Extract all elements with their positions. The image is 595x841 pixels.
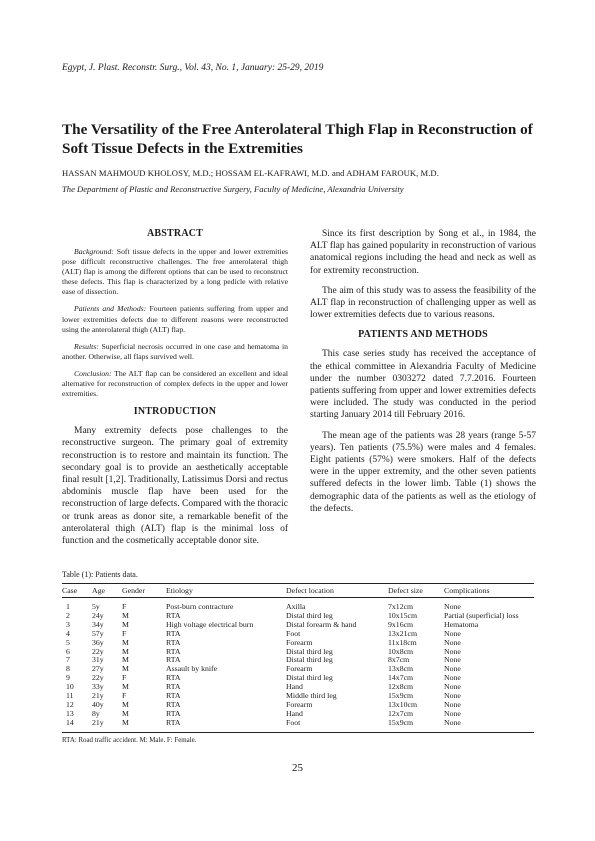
table-cell: None [444, 664, 461, 674]
abstract-conclusion-label: Conclusion: [74, 368, 112, 378]
table-cell: M [122, 708, 129, 718]
table-cell: Assault by knife [166, 664, 218, 674]
table-cell: M [122, 610, 129, 620]
table-row [62, 719, 534, 732]
table-cell: 4 [66, 628, 70, 638]
table-header-cell: Etiology [166, 584, 286, 598]
table-cell: RTA [166, 719, 286, 732]
table-cell: Hand [286, 682, 303, 692]
table-cell: None [444, 637, 461, 647]
table-cell: 8y [92, 708, 100, 718]
table-cell: RTA [166, 610, 181, 620]
table-row [62, 598, 534, 612]
table-cell: 12x8cm [388, 682, 414, 692]
table-cell: Distal third leg [286, 610, 333, 620]
table-cell: 27y [92, 664, 104, 674]
table-cell: Distal third leg [286, 655, 333, 665]
table-cell: RTA [166, 699, 181, 709]
table-header-row [62, 584, 534, 598]
table-cell: 7x12cm [388, 602, 414, 611]
running-head: Egypt, J. Plast. Reconstr. Surg., Vol. 43, No. 1, January: 25-29, 2019 [62, 63, 324, 73]
table-cell: F [122, 691, 127, 701]
table-cell: Post-burn contracture [166, 602, 234, 611]
table-cell: Partial (superficial) loss [444, 610, 519, 620]
table-cell: 5 [66, 637, 70, 647]
table-cell: High voltage electrical burn [166, 619, 254, 629]
table-header-cell: Defect location [286, 584, 388, 598]
table-cell: None [444, 708, 461, 718]
abstract-conclusion [62, 369, 288, 399]
table-cell: 24y [92, 610, 104, 620]
abstract-methods [62, 304, 288, 334]
page-number: 25 [292, 762, 303, 774]
table-cell: 36y [92, 637, 104, 647]
table-cell: Hand [286, 708, 303, 718]
table-cell: 8x7cm [388, 655, 410, 665]
introduction-paragraph-3: The aim of this study was to assess the feasibility of the ALT flap in reconstruction of challenging upper as well as lower extremities defects due to various reasons. [310, 285, 536, 321]
table-cell: 2 [66, 610, 70, 620]
authors: HASSAN MAHMOUD KHOLOSY, M.D.; HOSSAM EL-KAFRAWI, M.D. and ADHAM FAROUK, M.D. [62, 168, 439, 178]
table-header-cell: Gender [122, 584, 166, 598]
patients-table [62, 583, 534, 733]
table-cell: RTA [166, 646, 181, 656]
table-cell: M [122, 682, 129, 692]
methods-paragraph-1: This case series study has received the acceptance of the ethical committee in Alexandria Faculty of Medicine under the number 0303272 dated 7.7.2016. Fourteen patients suffering from upper and lower extremities defects were included. The study was conducted in the period starting January 2014 till February 2016. [310, 349, 536, 421]
methods-heading: PATIENTS AND METHODS [358, 329, 488, 341]
table-cell: 3 [66, 619, 70, 629]
table-caption: Table (1): Patients data. [62, 570, 138, 579]
table-cell: 1 [66, 602, 70, 611]
table-cell: 21y [92, 691, 104, 701]
table-body [62, 598, 534, 733]
table-cell: RTA [166, 691, 181, 701]
table-header-cell: Defect size [388, 584, 444, 598]
table-cell: 13x21cm [388, 628, 418, 638]
patients-table-block [62, 570, 534, 744]
right-column [310, 228, 536, 523]
table-header-cell: Case [62, 584, 92, 598]
table-cell: RTA [166, 628, 181, 638]
abstract-results [62, 342, 288, 362]
table-cell: None [444, 646, 461, 656]
abstract-conclusion-text: The ALT flap can be considered an excellent and ideal alternative for reconstruction of complex defects in the upper and lower extremities. [62, 368, 288, 399]
table-cell: M [122, 655, 129, 665]
abstract-methods-label: Patients and Methods: [74, 304, 147, 314]
affiliation: The Department of Plastic and Reconstructive Surgery, Faculty of Medicine, Alexandria University [62, 184, 404, 194]
table-cell: 15x9cm [388, 691, 414, 701]
introduction-paragraph-2: Since its first description by Song et al., in 1984, the ALT flap has gained popularity in reconstruction of various anatomical regions including the head and neck as well as for extremity reconstruction. [310, 229, 536, 276]
table-cell: Distal third leg [286, 673, 333, 683]
methods-paragraph-2: The mean age of the patients was 28 years (range 5-57 years). Ten patients (75.5%) were males and 4 females. Eight patients (57%) were smokers. Half of the defects were in the upper extremity, and the other seven patients suffered defects in the lower limb. Table (1) shows the demographic data of the patients as well as the etiology of the defects. [310, 430, 536, 514]
table-cell: Distal forearm & hand [286, 619, 357, 629]
table-cell: Foot [286, 719, 388, 732]
table-cell: 9 [66, 673, 70, 683]
table-cell: Distal third leg [286, 646, 333, 656]
table-cell: M [122, 719, 166, 732]
table-cell: RTA [166, 682, 181, 692]
table-cell: 11x18cm [388, 637, 417, 647]
table-cell: 34y [92, 619, 104, 629]
table-cell: 12x7cm [388, 708, 414, 718]
table-cell: RTA [166, 655, 181, 665]
table-cell: None [444, 628, 461, 638]
table-cell: M [122, 637, 129, 647]
table-cell: 21y [92, 719, 122, 732]
table-cell: F [122, 628, 127, 638]
table-cell: 33y [92, 682, 104, 692]
abstract-heading: ABSTRACT [146, 228, 204, 239]
table-cell: 5y [92, 602, 100, 611]
table-cell: 22y [92, 673, 104, 683]
abstract-results-label: Results: [74, 341, 99, 351]
abstract-methods-text: Fourteen patients suffering from upper and lower extremities defects due to different reasons were reconstructed using the anterolateral thigh (ALT) flap. [62, 304, 288, 334]
introduction-heading: INTRODUCTION [133, 406, 217, 418]
table-cell: Axilla [286, 602, 306, 611]
table-cell: None [444, 673, 461, 683]
table-cell: 10x8cm [388, 646, 414, 656]
table-cell: Forearm [286, 699, 313, 709]
table-cell: 12 [66, 699, 74, 709]
table-cell: 8 [66, 664, 70, 674]
table-cell: 31y [92, 655, 104, 665]
table-cell: None [444, 691, 461, 701]
table-cell: M [122, 699, 129, 709]
table-cell: M [122, 664, 129, 674]
table-cell: Forearm [286, 664, 313, 674]
table-footnote: RTA: Road traffic accident. M: Male. F: Female. [62, 736, 197, 744]
abstract-background-label: Background: [74, 247, 114, 256]
table-header-cell: Complications [444, 584, 534, 598]
table-cell: 13 [66, 708, 74, 718]
table-cell: 14 [62, 719, 92, 732]
table-cell: Forearm [286, 637, 313, 647]
table-cell: 6 [66, 646, 70, 656]
table-cell: F [122, 602, 127, 611]
table-cell: None [444, 602, 461, 611]
table-cell: 10 [66, 682, 74, 692]
table-cell: 7 [66, 655, 70, 665]
table-cell: 57y [92, 628, 104, 638]
table-cell: RTA [166, 708, 181, 718]
table-cell: 10x15cm [388, 610, 418, 620]
abstract-background [62, 247, 288, 297]
table-cell: RTA [166, 637, 181, 647]
table-cell: 13x8cm [388, 664, 414, 674]
table-cell: 11 [66, 691, 74, 701]
table-cell: 15x9cm [388, 719, 444, 732]
table-cell: Hematoma [444, 619, 479, 629]
table-cell: F [122, 673, 127, 683]
table-cell: RTA [166, 673, 181, 683]
table-cell: 14x7cm [388, 673, 414, 683]
left-column [62, 228, 288, 555]
table-cell: 9x16cm [388, 619, 414, 629]
table-header-cell: Age [92, 584, 122, 598]
table-cell: None [444, 682, 461, 692]
article-title: The Versatility of the Free Anterolateral Thigh Flap in Reconstruction of Soft Tissue Defects in the Extremities [62, 121, 533, 157]
table-cell: 13x10cm [388, 699, 418, 709]
table-cell: None [444, 719, 534, 732]
table-cell: None [444, 655, 461, 665]
abstract-results-text: Superficial necrosis occurred in one case and hematoma in another. Otherwise, all flaps survived well. [62, 341, 288, 361]
table-cell: 40y [92, 699, 104, 709]
abstract-background-text: Soft tissue defects in the upper and lower extremities pose difficult reconstructive challenges. The free anterolateral thigh (ALT) flap is among the different options that can be used to reconstruct these defects. This flap is characterized by a long pedicle with relative ease of dissection. [62, 247, 288, 297]
table-cell: 22y [92, 646, 104, 656]
table-cell: Middle third leg [286, 691, 337, 701]
introduction-paragraph-1: Many extremity defects pose challenges to the reconstructive surgeon. The primary goal of extremity reconstruction is to restore and maintain its function. The secondary goal is to provide an aesthetically acceptable final result [1,2]. Traditionally, Latissimus Dorsi and rectus abdominis muscle flap have been used for the reconstruction of large defects. Compared with the thoracic or trunk areas as donor site, a remarkable benefit of the anterolateral thigh (ALT) flap is the minimal loss of function and the cosmetically acceptable donor site. [62, 426, 288, 547]
table-cell: Foot [286, 628, 301, 638]
table-cell: None [444, 699, 461, 709]
table-cell: M [122, 646, 129, 656]
table-cell: M [122, 619, 129, 629]
